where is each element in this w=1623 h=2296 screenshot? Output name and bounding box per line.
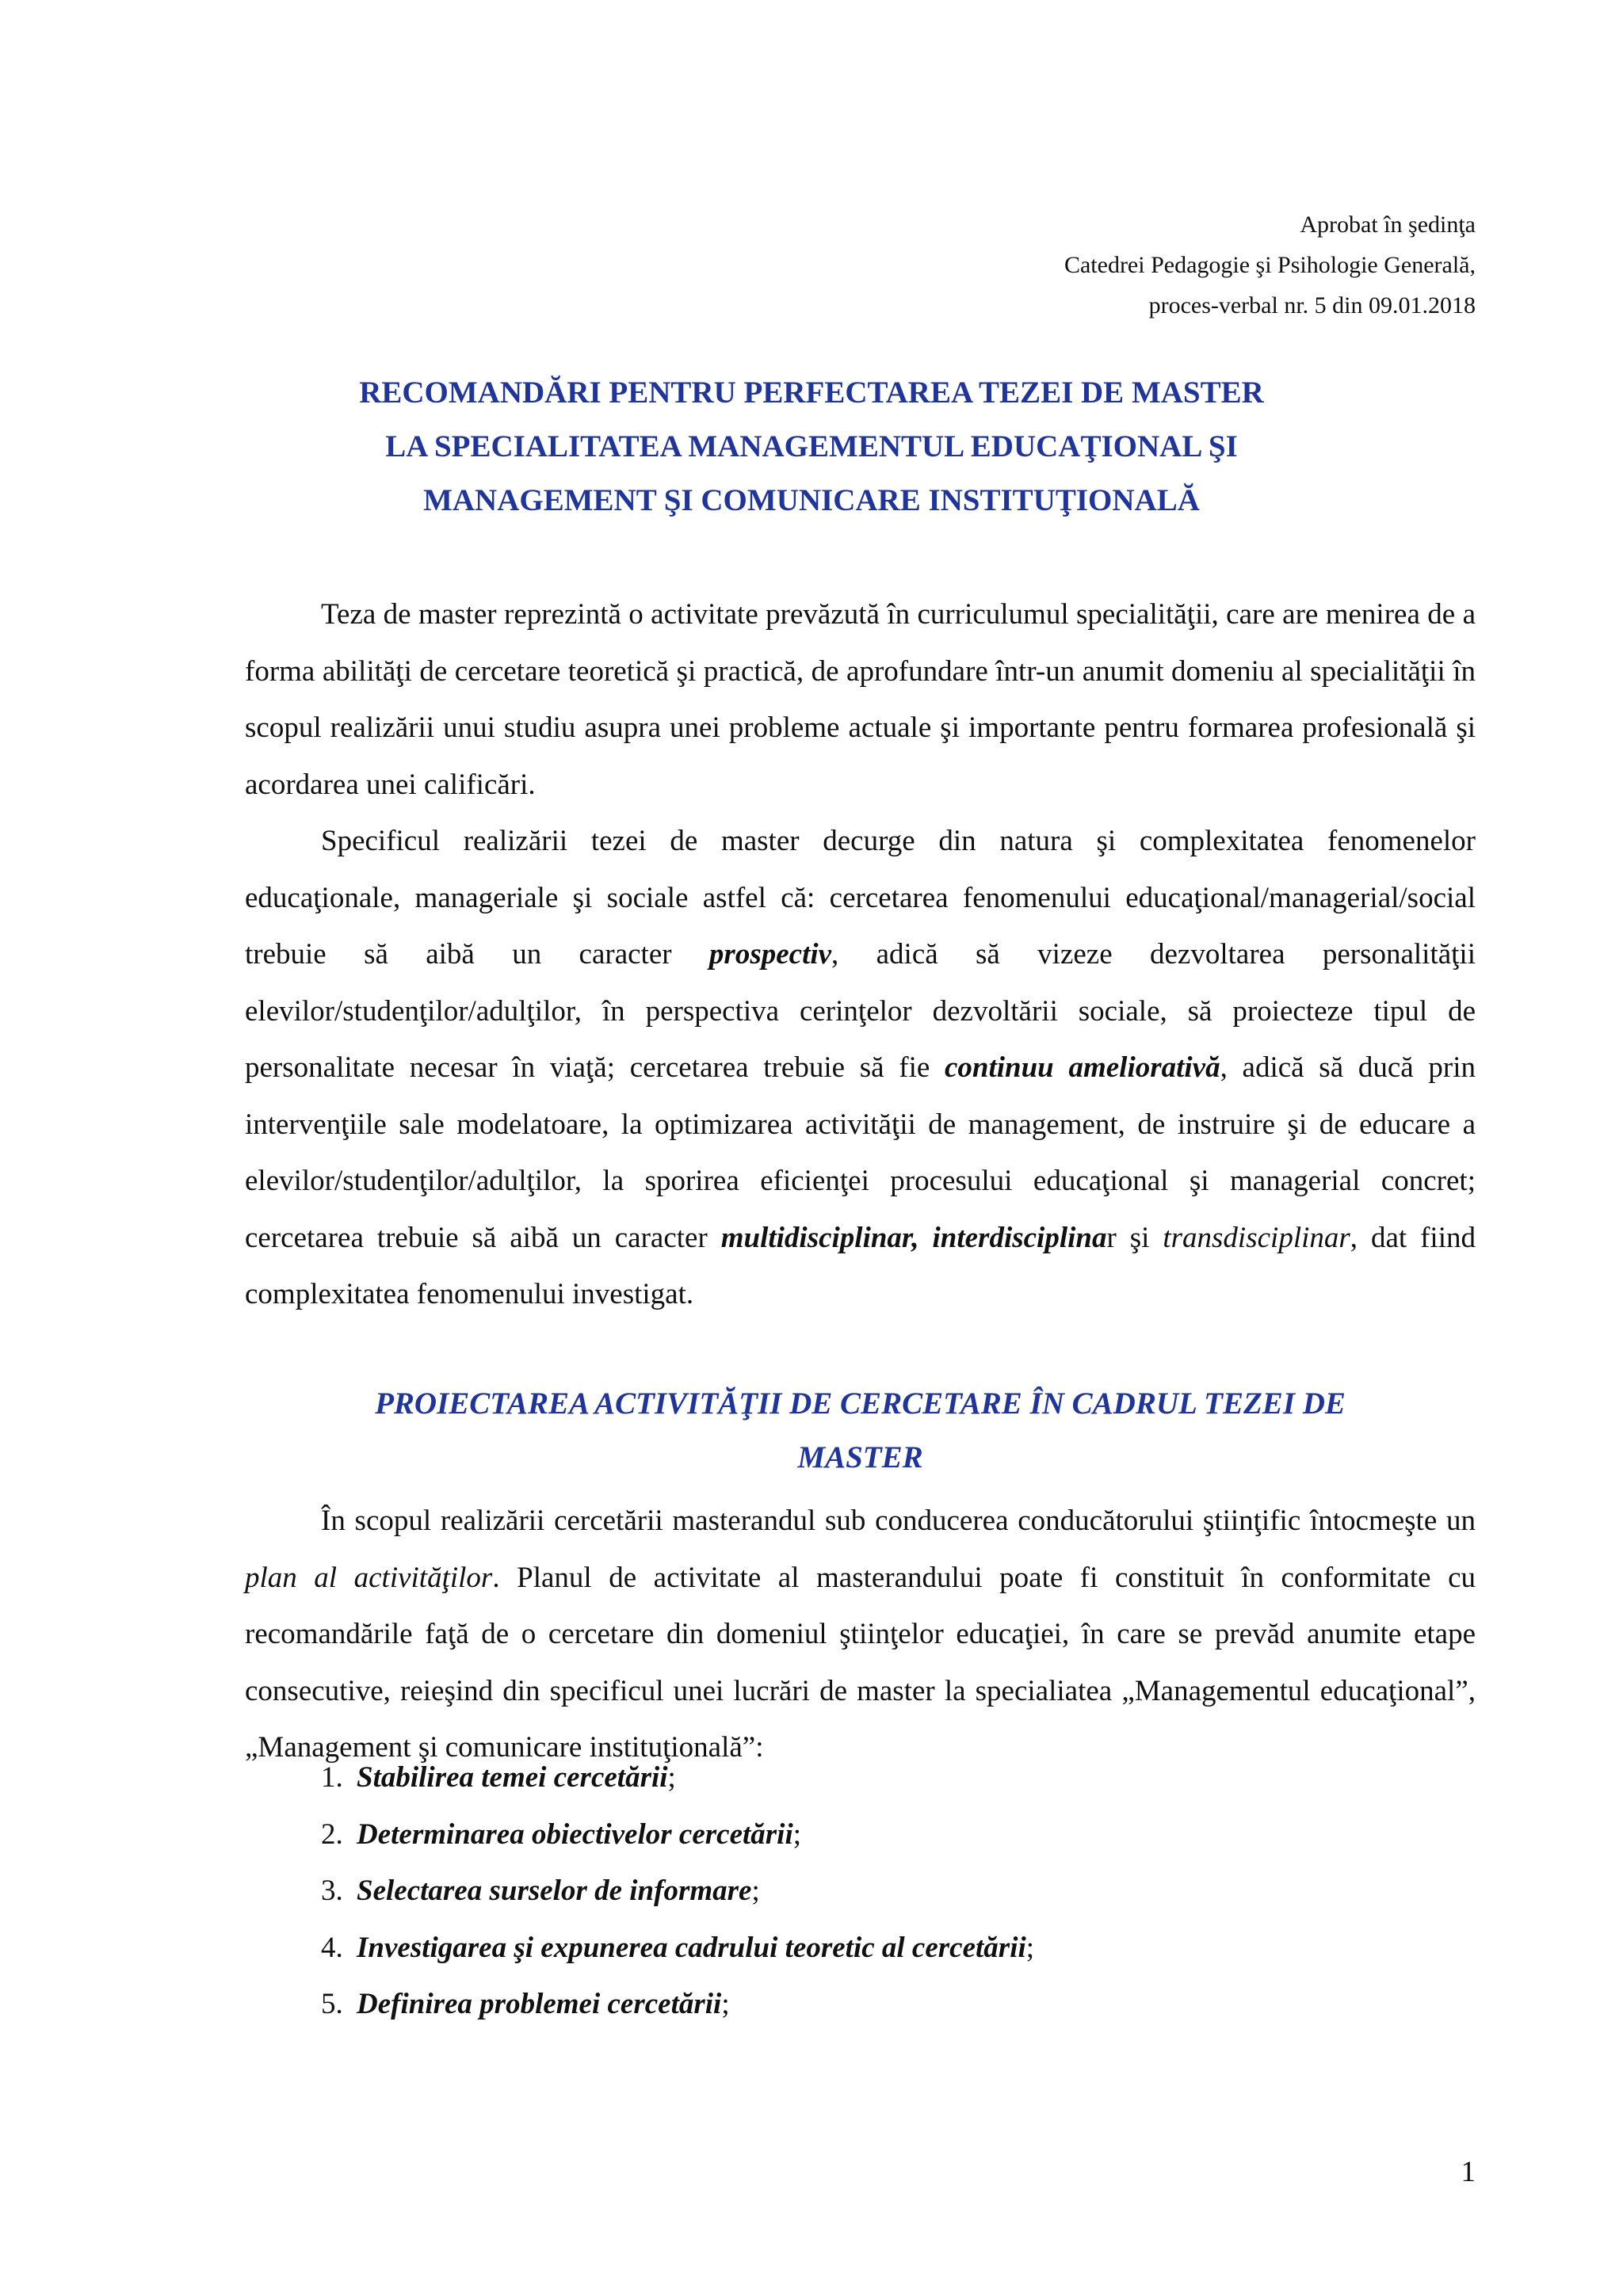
- list-item: [321, 1863, 1476, 1920]
- list-item-end: ;: [721, 1988, 730, 2020]
- emphasis-plan-activitati: plan al activităţilor: [245, 1561, 493, 1594]
- list-item-label: Investigarea şi expunerea cadrului teoretic al cercetării: [357, 1931, 1026, 1964]
- planning-section: [245, 1493, 1476, 1776]
- approval-line-3: proces-verbal nr. 5 din 09.01.2018: [1148, 292, 1476, 318]
- list-item-end: ;: [751, 1875, 760, 1907]
- list-item-end: ;: [667, 1761, 676, 1794]
- emphasis-prospectiv: prospectiv: [708, 938, 832, 971]
- list-item-label: Stabilirea temei cercetării: [357, 1761, 668, 1794]
- intro-section: [245, 586, 1476, 1323]
- paragraph-text: , adică să vizeze dezvoltarea personalităţii elevilor/studenţilor/adulţilor, în perspectiva cerinţelor dezvoltării sociale, să proiecteze tipul de personalitate necesar în viaţă; cercetarea trebuie să fie: [245, 938, 1476, 1084]
- list-item-label: Determinarea obiectivelor cercetării: [357, 1817, 793, 1851]
- page-number: 1: [1461, 2156, 1476, 2188]
- document-title: [147, 366, 1476, 528]
- paragraph-text: , dat fiind complexitatea fenomenului investigat.: [245, 1221, 1476, 1310]
- list-number: 3.: [321, 1875, 343, 1907]
- title-line-2: LA SPECIALITATEA MANAGEMENTUL EDUCAŢIONAL ŞI: [385, 429, 1238, 463]
- approval-note: [1064, 204, 1476, 326]
- section-heading-line-2: MASTER: [797, 1440, 923, 1474]
- research-steps-list: [321, 1749, 1476, 2033]
- section-heading-line-1: PROIECTAREA ACTIVITĂŢII DE CERCETARE ÎN CADRUL TEZEI DE: [375, 1386, 1346, 1421]
- list-item: [321, 1806, 1476, 1863]
- paragraph-research-specifics: [245, 813, 1476, 1323]
- list-number: 2.: [321, 1817, 343, 1851]
- paragraph-text: În scopul realizării cercetării masterandul sub conducerea conducătorului ştiinţific întocmeşte un: [321, 1505, 1476, 1537]
- list-number: 4.: [321, 1931, 343, 1964]
- list-item: [321, 1976, 1476, 2033]
- list-number: 5.: [321, 1988, 343, 2020]
- approval-line-1: Aprobat în şedinţa: [1300, 212, 1476, 238]
- list-number: 1.: [321, 1761, 343, 1794]
- list-item: [321, 1920, 1476, 1977]
- paragraph-text: . Planul de activitate al masterandului poate fi constituit în conformitate cu recomandările faţă de o cercetare din domeniul ştiinţelor educaţiei, în care se prevăd anumite etape consecutive, reieşind din specificul unei lucrări de master la specialiatea „Managementul educaţional”, „Management şi comunicare instituţională”:: [245, 1561, 1476, 1764]
- emphasis-multidisciplinar: multidisciplinar, interdisciplina: [720, 1221, 1107, 1254]
- emphasis-continuu-ameliorativa: continuu ameliorativă: [944, 1051, 1220, 1084]
- title-line-1: RECOMANDĂRI PENTRU PERFECTAREA TEZEI DE MASTER: [359, 376, 1264, 410]
- list-item-end: ;: [792, 1817, 802, 1851]
- list-item: [321, 1749, 1476, 1806]
- paragraph-thesis-definition: Teza de master reprezintă o activitate prevăzută în curriculumul specialităţii, care are menirea de a forma abilităţi de cercetare teoretică şi practică, de aprofundare într-un anumit domeniu al specialităţii în scopul realizării unui studiu asupra unei probleme actuale şi importante pentru formarea profesională şi acordarea unei calificări.: [245, 598, 1476, 801]
- paragraph-text: , adică să ducă prin intervenţiile sale modelatoare, la optimizarea activităţii de management, de instruire şi de educare a elevilor/studenţilor/adulţilor, la sporirea eficienţei procesului educaţional şi managerial concret; cercetarea trebuie să aibă un caracter: [245, 1051, 1476, 1254]
- list-item-label: Selectarea surselor de informare: [357, 1875, 752, 1907]
- list-item-label: Definirea problemei cercetării: [357, 1988, 722, 2020]
- title-line-3: MANAGEMENT ŞI COMUNICARE INSTITUŢIONALĂ: [423, 483, 1200, 517]
- list-item-end: ;: [1025, 1931, 1035, 1964]
- paragraph-activity-plan: [245, 1493, 1476, 1776]
- paragraph-text: r şi: [1106, 1221, 1163, 1254]
- paragraph-text: Specificul realizării tezei de master decurge din natura şi complexitatea fenomenelor educaţionale, manageriale şi sociale astfel că: cercetarea fenomenului educaţional/managerial/social trebuie să aibă un caracter: [245, 825, 1476, 971]
- approval-line-2: Catedrei Pedagogie şi Psihologie Generală,: [1064, 252, 1476, 278]
- section-heading: [245, 1377, 1476, 1485]
- emphasis-transdisciplinar: transdisciplinar: [1163, 1221, 1350, 1254]
